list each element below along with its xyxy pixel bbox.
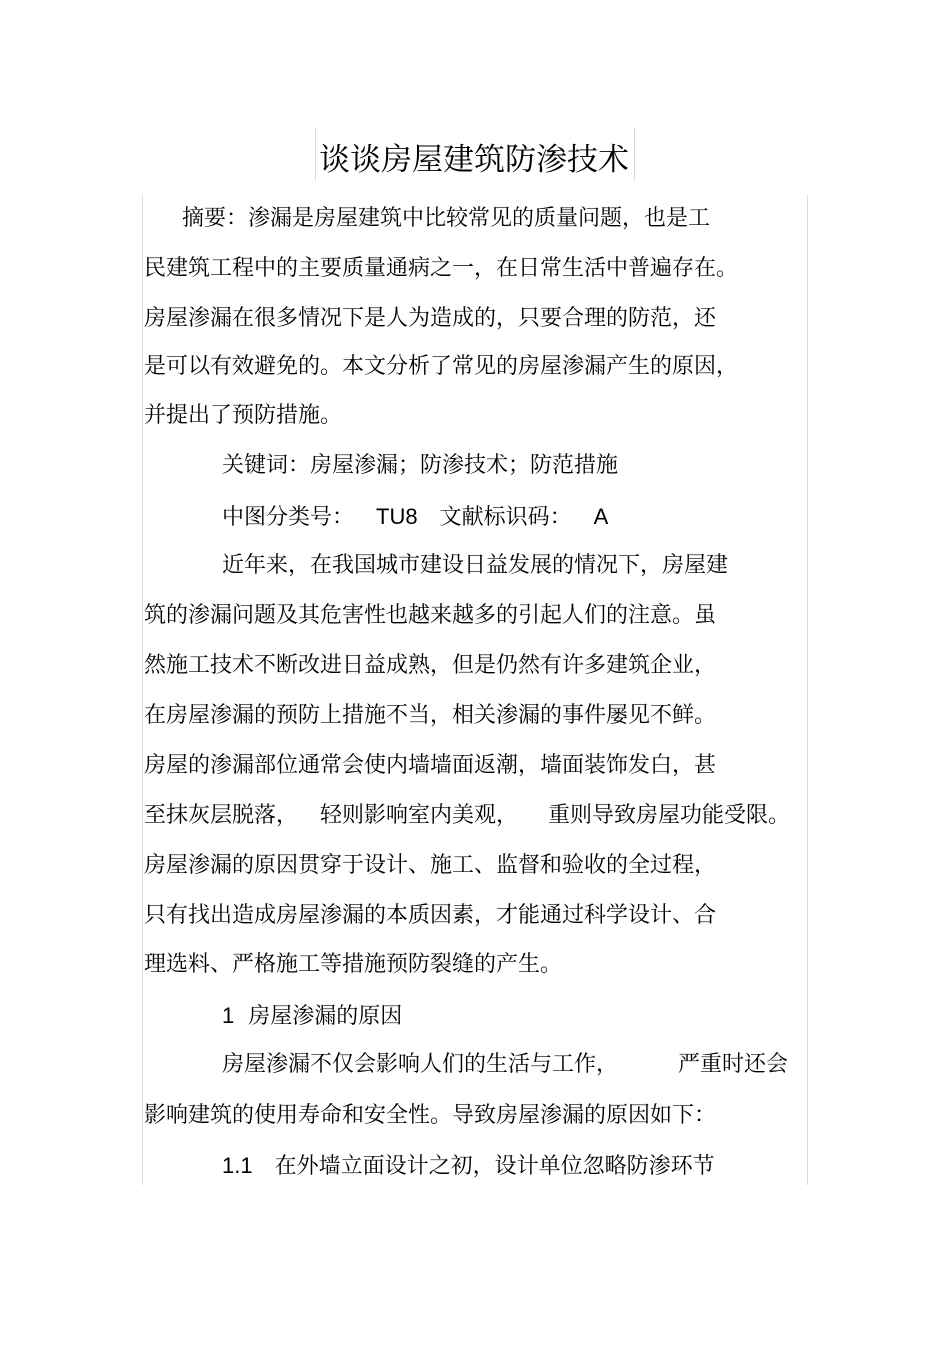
subsection-number: 1.1 bbox=[222, 1153, 253, 1178]
section-1-para-line-1 bbox=[222, 1050, 788, 1080]
abstract-line-2: 民建筑工程中的主要质量通病之一，在日常生活中普遍存在。 bbox=[144, 256, 739, 281]
intro-line-6-part-1: 至抹灰层脱落， bbox=[144, 803, 299, 828]
intro-line-9: 理选料、严格施工等措施预防裂缝的产生。 bbox=[144, 952, 563, 977]
body-frame bbox=[142, 195, 808, 1185]
classification-label: 中图分类号： bbox=[222, 505, 355, 530]
section-1-para-part-1: 房屋渗漏不仅会影响人们的生活与工作， bbox=[222, 1052, 619, 1077]
classification-line bbox=[222, 502, 608, 532]
abstract-line-4: 是可以有效避免的。本文分析了常见的房屋渗漏产生的原因， bbox=[144, 354, 739, 379]
section-1-heading bbox=[222, 1001, 402, 1031]
doc-id-code: A bbox=[593, 504, 609, 529]
subsection-1-1 bbox=[222, 1151, 715, 1181]
intro-line-4: 在房屋渗漏的预防上措施不当，相关渗漏的事件屡见不鲜。 bbox=[144, 703, 717, 728]
section-1-title: 房屋渗漏的原因 bbox=[248, 1004, 403, 1029]
section-1-para-line-2: 影响建筑的使用寿命和安全性。导致房屋渗漏的原因如下： bbox=[144, 1103, 717, 1128]
intro-line-2: 筑的渗漏问题及其危害性也越来越多的引起人们的注意。虽 bbox=[144, 603, 717, 628]
classification-code: TU8 bbox=[376, 504, 418, 529]
intro-line-5: 房屋的渗漏部位通常会使内墙墙面返潮，墙面装饰发白，甚 bbox=[144, 753, 717, 778]
abstract-line-1: 摘要：渗漏是房屋建筑中比较常见的质量问题，也是工 bbox=[182, 206, 711, 231]
abstract-line-5: 并提出了预防措施。 bbox=[144, 403, 343, 428]
document-title: 谈谈房屋建筑防渗技术 bbox=[319, 142, 629, 178]
intro-line-8: 只有找出造成房屋渗漏的本质因素，才能通过科学设计、合 bbox=[144, 903, 717, 928]
intro-line-6-part-3: 重则导致房屋功能受限。 bbox=[548, 803, 791, 828]
section-1-number: 1 bbox=[222, 1003, 235, 1028]
intro-line-6-part-2: 轻则影响室内美观， bbox=[320, 803, 519, 828]
abstract-line-3: 房屋渗漏在很多情况下是人为造成的，只要合理的防范，还 bbox=[144, 306, 717, 331]
keywords-line: 关键词：房屋渗漏；防渗技术；防范措施 bbox=[222, 453, 619, 478]
section-1-para-part-2: 严重时还会 bbox=[678, 1052, 789, 1077]
intro-line-6 bbox=[144, 801, 790, 831]
intro-line-3: 然施工技术不断改进日益成熟，但是仍然有许多建筑企业， bbox=[144, 653, 717, 678]
doc-id-label: 文献标识码： bbox=[439, 505, 572, 530]
subsection-text: 在外墙立面设计之初，设计单位忽略防渗环节 bbox=[274, 1154, 715, 1179]
intro-line-1: 近年来，在我国城市建设日益发展的情况下，房屋建 bbox=[222, 553, 729, 578]
intro-line-7: 房屋渗漏的原因贯穿于设计、施工、监督和验收的全过程， bbox=[144, 853, 717, 878]
